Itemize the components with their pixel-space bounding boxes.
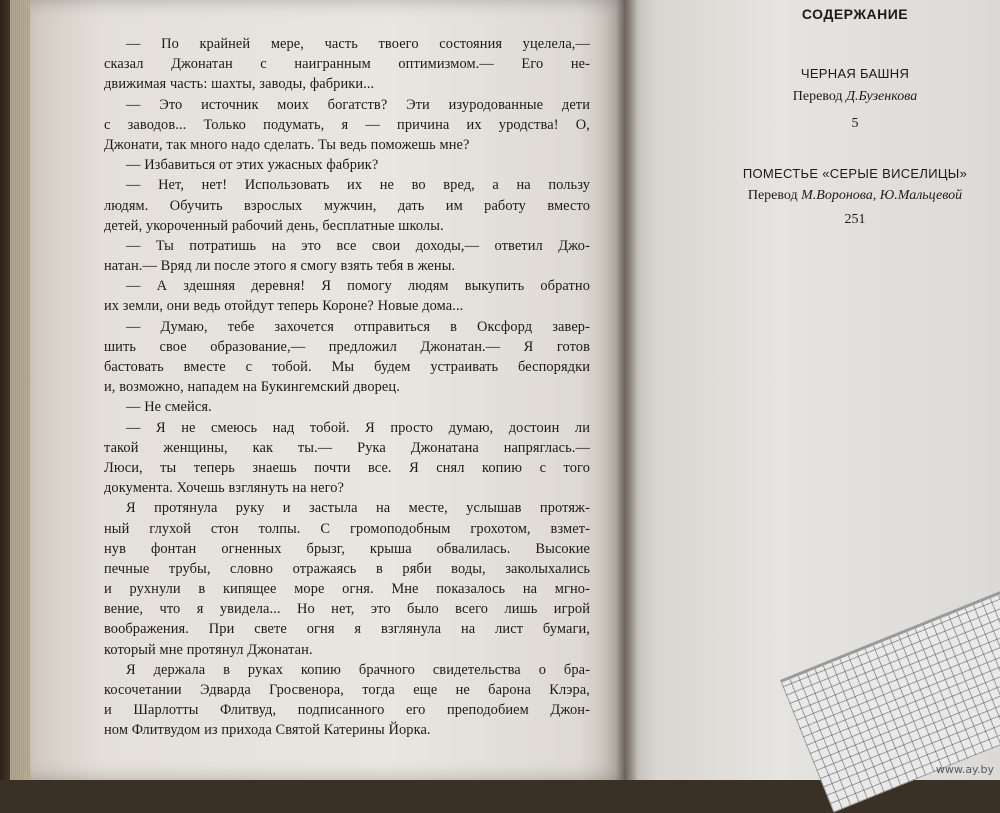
translator-label: Перевод [792, 89, 843, 104]
text-line: ном Флитвудом из прихода Святой Катерины Йорка. [104, 722, 431, 739]
text-line: вение, что я увидела... Но нет, это было всего лишь игрой [104, 601, 590, 618]
toc-entry-page: 5 [851, 116, 859, 131]
book-gutter [616, 0, 638, 780]
text-line: такой женщины, как ты.— Рука Джонатана напряглась.— [104, 439, 590, 456]
translator-names: Д.Бузенкова [846, 89, 918, 104]
text-line: шить свое образование,— предложил Джонатан.— Я готов [104, 338, 590, 355]
text-line: сказал Джонатан с наигранным оптимизмом.— Его не- [104, 56, 590, 73]
text-line: — Я не смеюсь над тобой. Я просто думаю, достоин ли [126, 419, 590, 436]
text-line: документа. Хочешь взглянуть на него? [104, 480, 345, 497]
text-line: — Это источник моих богатств? Эти изуродованные дети [126, 96, 590, 113]
text-line: — А здешняя деревня! Я помогу людям выкупить обратно [126, 278, 590, 295]
text-line: воображения. При свете огня я взглянула на лист бумаги, [104, 621, 590, 638]
text-line: Люси, ты теперь знаешь почти все. Я снял копию с того [104, 459, 590, 476]
text-line: Я протянула руку и застыла на месте, услышав протяж- [126, 500, 590, 517]
toc-heading: СОДЕРЖАНИЕ [801, 6, 909, 22]
toc-entry-title: ЧЕРНАЯ БАШНЯ [800, 66, 910, 81]
left-page-text [104, 34, 590, 741]
text-line: Джонати, так много надо сделать. Ты ведь поможешь мне? [104, 136, 470, 153]
translator-label: Перевод [747, 188, 798, 203]
text-line: людям. Обучить взрослых мужчин, дать им работу вместо [104, 197, 590, 214]
watermark: www.ay.by [935, 763, 994, 776]
text-line: который мне протянул Джонатан. [104, 641, 313, 658]
text-line: и рухнули в кипящее море огня. Мне показалось на мгно- [104, 581, 590, 598]
text-line: — Нет, нет! Использовать их не во вред, а на пользу [126, 177, 590, 194]
text-line: — Думаю, тебе захочется отправиться в Оксфорд завер- [126, 318, 590, 335]
toc-entry-translator [710, 89, 1000, 105]
text-line: печные трубы, словно отражаясь в ряби воды, заколыхались [104, 560, 590, 577]
text-line: — Избавиться от этих ужасных фабрик? [126, 157, 379, 174]
toc-entry-title: ПОМЕСТЬЕ «СЕРЫЕ ВИСЕЛИЦЫ» [742, 166, 968, 181]
text-line: их земли, они ведь отойдут теперь Короне? Новые дома... [104, 298, 464, 315]
text-line: с заводов... Только подумать, я — причина их уродства! О, [104, 116, 590, 133]
text-line: нув фонтан огненных брызг, крыша обвалилась. Высокие [104, 540, 590, 557]
text-line: Я держала в руках копию брачного свидетельства о бра- [126, 661, 590, 678]
text-line: и, возможно, нападем на Букингемский дворец. [104, 379, 400, 396]
toc-entry-translator [710, 188, 1000, 204]
text-line: — Не смейся. [126, 399, 212, 416]
toc-entry-page: 251 [844, 212, 866, 227]
text-line: и Шарлотты Флитвуд, подписанного его преподобием Джон- [104, 702, 590, 719]
text-line: бастовать вместе с тобой. Мы будем устраивать беспорядки [104, 359, 590, 375]
translator-names: М.Воронова, Ю.Мальцевой [801, 188, 963, 203]
text-line: движимая часть: шахты, заводы, фабрики... [104, 76, 375, 93]
text-line: натан.— Вряд ли после этого я смогу взять тебя в жены. [104, 258, 456, 275]
text-line: — Ты потратишь на это все свои доходы,— ответил Джо- [126, 237, 590, 254]
text-line: косочетании Эдварда Гросвенора, тогда еще не барона Клэра, [104, 682, 590, 698]
text-line: детей, укороченный рабочий день, бесплатные школы. [104, 217, 444, 234]
text-line: — По крайней мере, часть твоего состояния уцелела,— [126, 36, 590, 52]
text-line: ный глухой стон толпы. С громоподобным грохотом, взмет- [104, 520, 590, 537]
